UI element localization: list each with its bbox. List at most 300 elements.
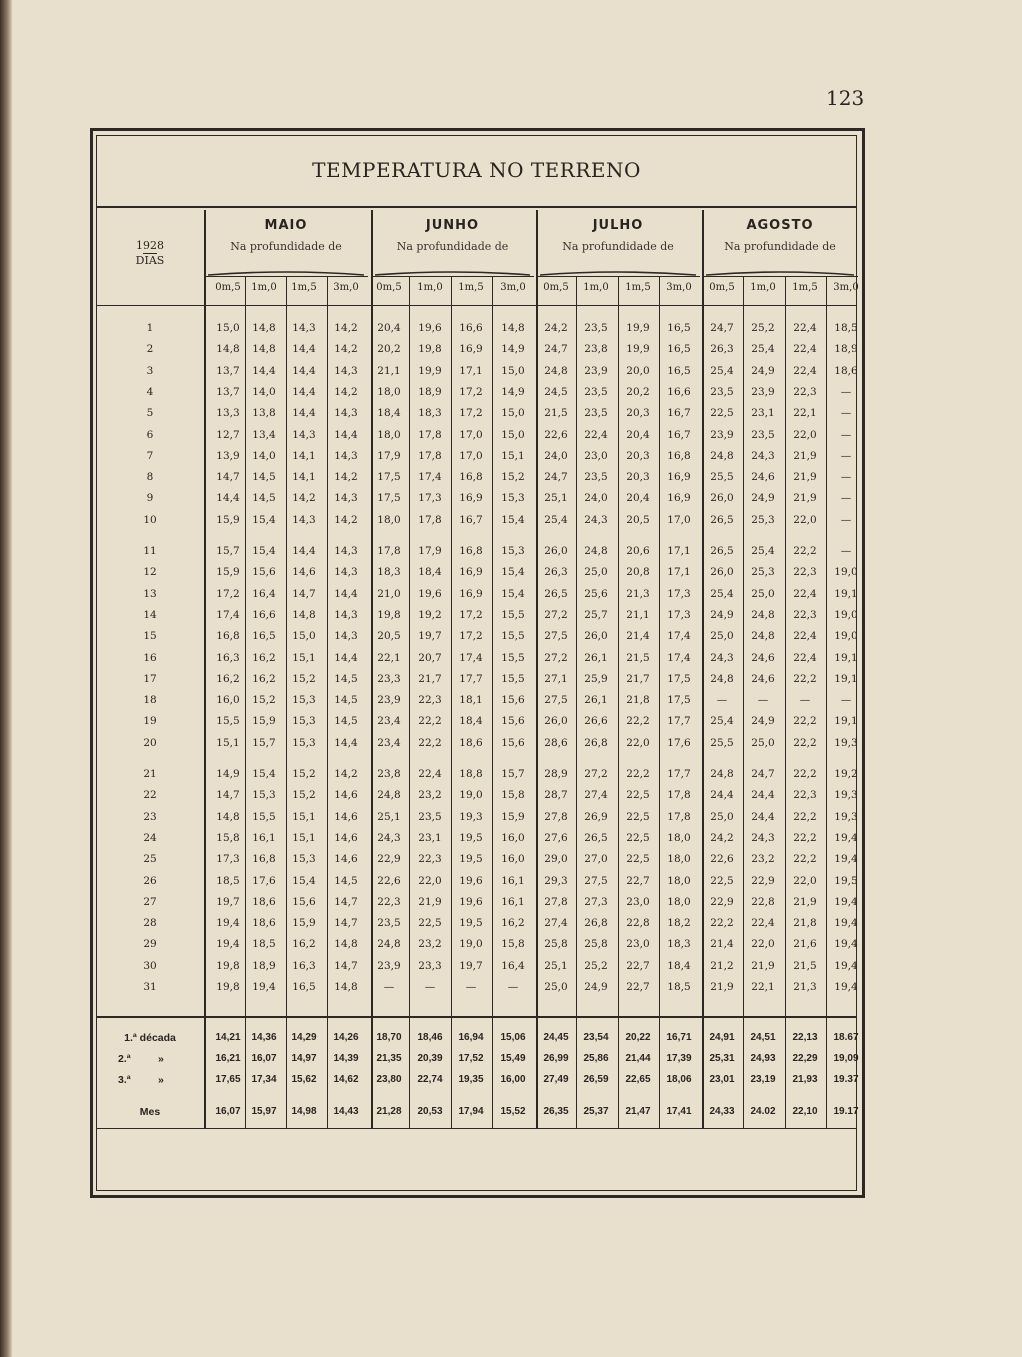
depth-subtitle: Na profundidade de [562,240,674,253]
depth-header-rule [204,276,368,277]
temperature-cell: 15,8 [216,831,240,844]
temperature-cell: 23,5 [584,407,608,420]
temperature-cell: 23,9 [377,694,401,707]
temperature-cell: 14,7 [216,471,240,484]
temperature-cell: 14,3 [292,428,316,441]
temperature-cell: 18,0 [667,853,691,866]
summary-cell: 16,21 [215,1053,241,1064]
temperature-cell: 20,3 [626,449,650,462]
temperature-cell: 26,5 [584,831,608,844]
temperature-cell: 19,9 [626,343,650,356]
temperature-cell: 14,4 [334,651,358,664]
temperature-cell: 21,6 [793,938,817,951]
temperature-cell: 25,3 [751,566,775,579]
temperature-cell: 15,5 [501,630,525,643]
temperature-cell: 20,4 [626,428,650,441]
summary-cell: 25,37 [583,1106,609,1117]
temperature-cell: 24,0 [584,492,608,505]
temperature-cell: 21,2 [710,959,734,972]
temperature-cell: 17,3 [418,492,442,505]
depth-header: 3m,0 [500,282,526,293]
temperature-cell: 16,8 [216,630,240,643]
temperature-cell: 13,7 [216,385,240,398]
temperature-cell: 26,9 [584,810,608,823]
summary-cell: 24,93 [750,1053,776,1064]
temperature-cell: 27,2 [544,608,568,621]
temperature-cell: 19,4 [216,917,240,930]
temperature-cell: 16,1 [501,895,525,908]
temperature-cell: 19,5 [459,853,483,866]
temperature-cell: 22,6 [710,853,734,866]
summary-cell: 20,39 [417,1053,443,1064]
temperature-cell: 23,0 [626,938,650,951]
summary-cell: 24,51 [750,1032,776,1043]
temperature-cell: 14,2 [334,385,358,398]
temperature-cell: 21,9 [793,449,817,462]
temperature-cell: 15,4 [292,874,316,887]
temperature-cell: 17,4 [667,630,691,643]
temperature-cell: 14,2 [292,492,316,505]
temperature-cell: 22,0 [793,428,817,441]
temperature-cell: 19,9 [626,322,650,334]
temperature-cell: 17,8 [667,789,691,802]
temperature-cell: 26,0 [544,545,568,557]
temperature-cell: 25,4 [710,364,734,377]
temperature-cell: 17,6 [252,874,276,887]
temperature-cell: 22,4 [793,322,817,334]
temperature-cell: 26,5 [710,545,734,557]
summary-cell: 24.02 [750,1106,776,1117]
temperature-cell: 15,6 [501,694,525,707]
summary-cell: 16,07 [215,1106,241,1117]
temperature-cell: 16,5 [667,364,691,377]
depth-header: 3m,0 [333,282,359,293]
temperature-cell: 22,1 [377,651,401,664]
temperature-cell: 17,8 [418,513,442,526]
temperature-cell: 15,0 [501,428,525,441]
summary-cell: 24,33 [709,1106,735,1117]
temperature-cell: 24,0 [544,449,568,462]
temperature-cell: 17,2 [459,407,483,420]
temperature-cell: 22,2 [626,715,650,728]
temperature-cell: 24,7 [544,471,568,484]
temperature-cell: 17,7 [459,672,483,685]
temperature-cell: 17,2 [459,385,483,398]
temperature-cell: 17,2 [459,608,483,621]
temperature-cell: 24,3 [751,831,775,844]
temperature-cell: 14,8 [334,981,358,993]
temperature-cell: 18,9 [418,385,442,398]
depth-header: 0m,5 [543,282,569,293]
temperature-cell: 26,3 [544,566,568,579]
temperature-cell: 26,0 [710,566,734,579]
temperature-cell: 23,9 [751,385,775,398]
temperature-cell: 14,2 [334,322,358,334]
temperature-cell: 15,4 [252,768,276,780]
temperature-cell: 25,9 [584,672,608,685]
temperature-cell: 14,6 [334,789,358,802]
temperature-cell: 21,9 [418,895,442,908]
day-number: 8 [146,471,154,484]
temperature-cell: 18,6 [834,364,858,377]
temperature-cell: 24,8 [544,364,568,377]
temperature-cell: 18,6 [459,736,483,749]
temperature-cell: 15,2 [292,768,316,780]
temperature-cell: 23,2 [418,938,442,951]
temperature-cell: 18,0 [667,831,691,844]
summary-cell: 19,35 [458,1074,484,1085]
temperature-cell: 24,7 [751,768,775,780]
temperature-cell: 23,5 [584,322,608,334]
temperature-cell: 28,9 [544,768,568,780]
temperature-cell: 14,4 [334,428,358,441]
temperature-cell: — [757,694,769,707]
temperature-cell: 24,3 [377,831,401,844]
temperature-cell: 15,9 [252,715,276,728]
temperature-cell: 23,2 [418,789,442,802]
temperature-cell: 27,6 [544,831,568,844]
summary-cell: 15,06 [500,1032,526,1043]
day-number: 7 [146,449,154,462]
temperature-cell: 25,5 [710,736,734,749]
summary-cell: 18.67 [833,1032,859,1043]
temperature-cell: — [840,513,852,526]
temperature-cell: 22,3 [793,608,817,621]
summary-cell: 14,36 [251,1032,277,1043]
temperature-cell: 25,4 [710,715,734,728]
temperature-cell: 19,1 [834,587,858,600]
temperature-cell: 19,6 [459,874,483,887]
temperature-cell: 19,1 [834,651,858,664]
temperature-cell: 16,9 [667,471,691,484]
temperature-cell: 14,2 [334,471,358,484]
temperature-cell: 22,1 [751,981,775,993]
temperature-cell: 19,3 [834,810,858,823]
temperature-cell: 18,9 [834,343,858,356]
temperature-cell: 21,9 [710,981,734,993]
temperature-cell: 19,0 [834,608,858,621]
temperature-cell: 17,5 [667,694,691,707]
temperature-cell: 14,4 [292,343,316,356]
temperature-cell: 14,4 [252,364,276,377]
temperature-cell: 25,0 [710,630,734,643]
temperature-cell: 22,3 [793,566,817,579]
temperature-cell: 22,8 [626,917,650,930]
temperature-cell: 17,5 [377,492,401,505]
temperature-cell: 17,8 [418,428,442,441]
title-divider [96,206,857,208]
depth-header: 1m,0 [583,282,609,293]
summary-cell: 17,52 [458,1053,484,1064]
temperature-cell: 15,4 [501,566,525,579]
temperature-cell: 21,0 [377,587,401,600]
temperature-cell: 19,6 [418,322,442,334]
temperature-cell: 15,1 [292,831,316,844]
temperature-cell: 22,4 [793,343,817,356]
temperature-cell: 24,3 [751,449,775,462]
temperature-cell: 26,3 [710,343,734,356]
depth-header: 1m,5 [625,282,651,293]
temperature-cell: 21,5 [544,407,568,420]
temperature-cell: 20,3 [626,407,650,420]
temperature-cell: 22,2 [793,853,817,866]
temperature-cell: — [507,981,519,993]
temperature-cell: 29,3 [544,874,568,887]
temperature-cell: — [840,471,852,484]
temperature-cell: 26,1 [584,694,608,707]
summary-cell: 18,06 [666,1074,692,1085]
temperature-cell: 15,2 [292,672,316,685]
summary-cell: 16,07 [251,1053,277,1064]
summary-cell: 15,97 [251,1106,277,1117]
temperature-cell: 24,4 [751,810,775,823]
summary-cell: 15,62 [291,1074,317,1085]
temperature-cell: 24,2 [544,322,568,334]
summary-cell: 17,65 [215,1074,241,1085]
temperature-cell: 17,9 [418,545,442,557]
temperature-cell: 15,4 [501,513,525,526]
temperature-cell: 22,4 [418,768,442,780]
temperature-cell: 22,5 [626,810,650,823]
temperature-cell: 26,1 [584,651,608,664]
temperature-cell: 14,8 [334,938,358,951]
temperature-cell: 17,4 [459,651,483,664]
temperature-cell: 13,8 [252,407,276,420]
temperature-cell: 27,0 [584,853,608,866]
temperature-cell: 15,2 [292,789,316,802]
summary-cell: 21,93 [792,1074,818,1085]
day-number: 24 [143,831,157,844]
temperature-cell: 23,4 [377,736,401,749]
temperature-cell: 14,3 [334,449,358,462]
temperature-cell: 25,3 [751,513,775,526]
temperature-cell: 15,0 [216,322,240,334]
temperature-cell: 24,8 [584,545,608,557]
summary-cell: 26,99 [543,1053,569,1064]
temperature-cell: 15,4 [252,545,276,557]
temperature-cell: 22,6 [377,874,401,887]
summary-cell: 14,21 [215,1032,241,1043]
temperature-cell: 14,2 [334,768,358,780]
depth-header: 1m,5 [458,282,484,293]
temperature-cell: 23,8 [377,768,401,780]
summary-cell: 23,80 [376,1074,402,1085]
temperature-cell: 22,2 [418,715,442,728]
temperature-cell: 21,7 [418,672,442,685]
temperature-cell: 22,2 [793,545,817,557]
temperature-cell: 24,8 [710,672,734,685]
temperature-cell: 19,0 [834,566,858,579]
decorative-rule [375,262,530,270]
temperature-cell: 21,1 [377,364,401,377]
temperature-cell: 16,9 [667,492,691,505]
temperature-cell: 25,4 [710,587,734,600]
temperature-cell: 18,4 [459,715,483,728]
temperature-cell: 19,2 [834,768,858,780]
temperature-cell: 24,4 [710,789,734,802]
temperature-cell: 25,0 [751,587,775,600]
temperature-cell: 14,8 [216,343,240,356]
temperature-cell: 19,4 [834,917,858,930]
temperature-cell: 14,1 [292,471,316,484]
temperature-cell: 14,5 [334,874,358,887]
summary-cell: 23,01 [709,1074,735,1085]
summary-cell: 23,54 [583,1032,609,1043]
temperature-cell: 17,2 [216,587,240,600]
temperature-cell: 29,0 [544,853,568,866]
temperature-cell: 21,4 [710,938,734,951]
temperature-cell: 15,3 [501,492,525,505]
temperature-cell: 14,5 [252,492,276,505]
temperature-cell: 16,2 [252,651,276,664]
temperature-cell: 14,6 [334,810,358,823]
temperature-cell: 18,1 [459,694,483,707]
temperature-cell: 14,3 [292,513,316,526]
temperature-cell: 22,9 [377,853,401,866]
temperature-cell: 23,5 [584,471,608,484]
temperature-cell: 15,3 [252,789,276,802]
summary-cell: 15,49 [500,1053,526,1064]
temperature-cell: — [424,981,436,993]
temperature-cell: 28,6 [544,736,568,749]
summary-cell: 14,43 [333,1106,359,1117]
summary-cell: 22,13 [792,1032,818,1043]
temperature-cell: 27,8 [544,810,568,823]
temperature-cell: 24,9 [751,492,775,505]
temperature-cell: 14,4 [334,587,358,600]
summary-cell: 22,10 [792,1106,818,1117]
temperature-cell: 18,0 [667,895,691,908]
temperature-cell: 22,5 [418,917,442,930]
temperature-cell: 15,3 [292,694,316,707]
temperature-cell: 14,5 [334,672,358,685]
depth-header: 1m,5 [792,282,818,293]
temperature-cell: 18,6 [252,917,276,930]
temperature-cell: 22,7 [626,874,650,887]
temperature-cell: 25,8 [544,938,568,951]
day-number: 1 [146,322,154,334]
temperature-cell: 15,1 [216,736,240,749]
temperature-cell: 16,9 [459,587,483,600]
summary-bottom-rule [96,1128,857,1129]
temperature-cell: 19,8 [216,981,240,993]
summary-cell: 17,34 [251,1074,277,1085]
temperature-cell: 17,3 [667,608,691,621]
summary-cell: 21,35 [376,1053,402,1064]
depth-header: 1m,0 [417,282,443,293]
temperature-cell: 15,7 [252,736,276,749]
summary-cell: 26,59 [583,1074,609,1085]
temperature-cell: 19,3 [834,736,858,749]
depth-header-rule [536,276,700,277]
day-number: 28 [143,917,157,930]
temperature-cell: 25,4 [751,545,775,557]
temperature-cell: 23,0 [584,449,608,462]
temperature-cell: 24,6 [751,471,775,484]
temperature-cell: 27,5 [544,630,568,643]
temperature-cell: 15,6 [252,566,276,579]
temperature-cell: 16,9 [459,492,483,505]
temperature-cell: 22,4 [793,587,817,600]
page-title: TEMPERATURA NO TERRENO [312,158,641,182]
summary-cell: 22,65 [625,1074,651,1085]
temperature-cell: 25,1 [544,492,568,505]
temperature-cell: 16,0 [501,831,525,844]
temperature-cell: 17,2 [459,630,483,643]
days-label: DIAS [135,254,165,267]
temperature-cell: 24,6 [751,672,775,685]
day-number: 19 [143,715,157,728]
temperature-cell: 27,3 [584,895,608,908]
temperature-cell: 16,2 [501,917,525,930]
year-label: 1928 [136,239,164,252]
temperature-cell: 27,5 [544,694,568,707]
temperature-cell: 22,4 [793,364,817,377]
temperature-cell: 23,3 [377,672,401,685]
summary-cell: 14,29 [291,1032,317,1043]
depth-subtitle: Na profundidade de [724,240,836,253]
temperature-cell: 18,4 [377,407,401,420]
temperature-cell: 15,5 [501,608,525,621]
summary-cell: 16,71 [666,1032,692,1043]
temperature-cell: 25,1 [544,959,568,972]
temperature-cell: 14,4 [292,545,316,557]
temperature-cell: 14,3 [334,407,358,420]
temperature-cell: 22,0 [793,513,817,526]
depth-header-rule [702,276,858,277]
summary-label: 1.ª década [124,1032,176,1044]
temperature-cell: 21,8 [626,694,650,707]
temperature-cell: 13,7 [216,364,240,377]
day-number: 18 [143,694,157,707]
temperature-cell: 14,8 [292,608,316,621]
temperature-cell: 14,7 [216,789,240,802]
temperature-cell: 19,7 [216,895,240,908]
temperature-cell: 16,2 [216,672,240,685]
decorative-rule [540,262,696,270]
temperature-cell: 25,4 [751,343,775,356]
temperature-cell: 22,5 [710,407,734,420]
summary-cell: 16,94 [458,1032,484,1043]
decorative-rule [706,262,854,270]
temperature-cell: 16,8 [252,853,276,866]
temperature-cell: 22,8 [751,895,775,908]
temperature-cell: 24,8 [751,630,775,643]
temperature-cell: 14,4 [292,364,316,377]
temperature-cell: 16,3 [216,651,240,664]
day-number: 4 [146,385,154,398]
temperature-cell: 18,0 [377,428,401,441]
temperature-cell: 18,3 [667,938,691,951]
summary-cell: 27,49 [543,1074,569,1085]
temperature-cell: 22,2 [626,768,650,780]
temperature-cell: 16,7 [667,428,691,441]
temperature-cell: 14,8 [216,810,240,823]
temperature-cell: 19,4 [834,981,858,993]
temperature-cell: 15,7 [501,768,525,780]
day-number: 6 [146,428,154,441]
group-divider [204,210,206,1128]
temperature-cell: 19,2 [418,608,442,621]
temperature-cell: 15,5 [252,810,276,823]
page-number: 123 [826,86,865,110]
summary-cell: 26,35 [543,1106,569,1117]
day-number: 16 [143,651,157,664]
depth-subtitle: Na profundidade de [230,240,342,253]
temperature-cell: 26,5 [544,587,568,600]
temperature-cell: 16,2 [292,938,316,951]
temperature-cell: 14,3 [334,545,358,557]
